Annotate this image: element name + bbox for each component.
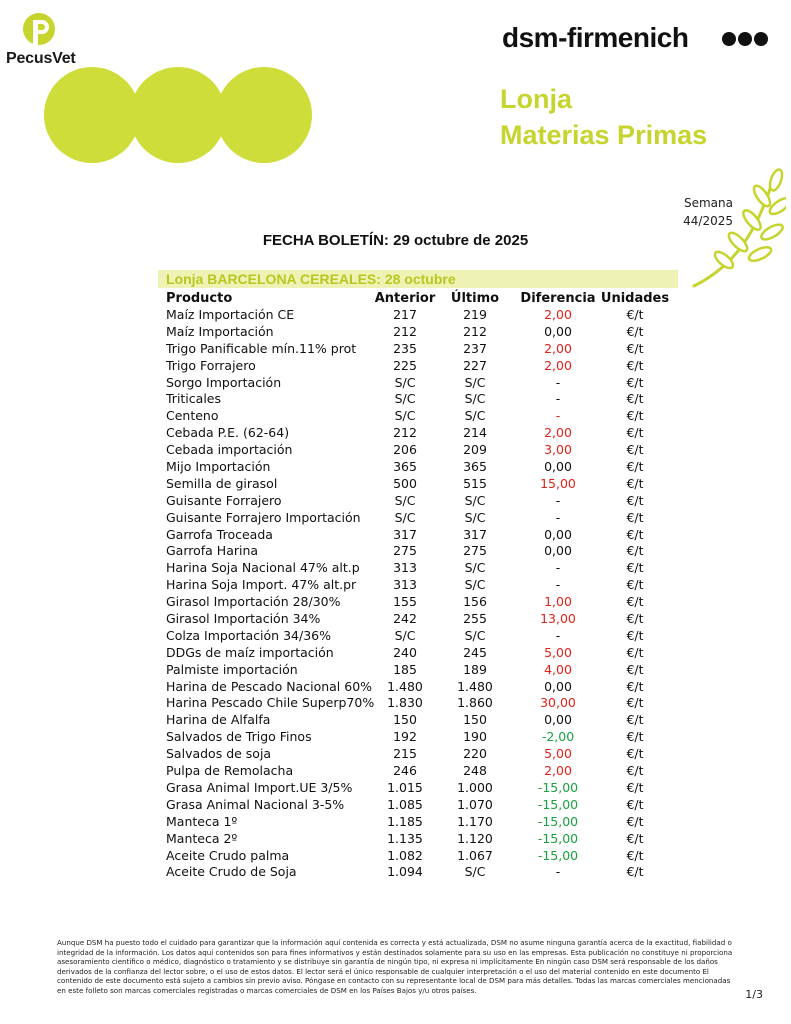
cell-ultimo: 245 — [463, 644, 487, 660]
cell-anterior: 212 — [393, 323, 417, 339]
cell-producto: Manteca 1º — [166, 813, 238, 829]
cell-unidades: €/t — [626, 509, 644, 525]
cell-ultimo: 1.120 — [457, 830, 493, 846]
cell-unidades: €/t — [626, 611, 644, 627]
cell-unidades: €/t — [626, 340, 644, 356]
cell-unidades: €/t — [626, 830, 644, 846]
cell-anterior: 215 — [393, 746, 417, 762]
cell-ultimo: 220 — [463, 746, 487, 762]
cell-diferencia: -15,00 — [537, 830, 579, 846]
cell-ultimo: 1.480 — [457, 678, 493, 694]
cell-anterior: S/C — [394, 391, 416, 407]
cell-unidades: €/t — [626, 644, 644, 660]
cell-ultimo: 156 — [463, 594, 487, 610]
cell-unidades: €/t — [626, 847, 644, 863]
cell-producto: Salvados de Trigo Finos — [166, 729, 312, 745]
cell-ultimo: 248 — [463, 763, 487, 779]
cell-producto: Salvados de soja — [166, 746, 272, 762]
cell-producto: Sorgo Importación — [166, 374, 282, 390]
decorative-circle — [44, 67, 140, 163]
cell-ultimo: S/C — [464, 391, 486, 407]
cell-unidades: €/t — [626, 661, 644, 677]
cell-anterior: 1.135 — [387, 830, 423, 846]
cell-diferencia: 15,00 — [540, 475, 576, 491]
cell-diferencia: - — [555, 374, 561, 390]
cell-diferencia: 13,00 — [540, 611, 576, 627]
cell-producto: Garrofa Harina — [166, 543, 259, 559]
cell-ultimo: 1.000 — [457, 779, 493, 795]
cell-producto: Guisante Forrajero Importación — [166, 509, 361, 525]
cell-anterior: 313 — [393, 577, 417, 593]
cell-ultimo: 1.170 — [457, 813, 493, 829]
cell-anterior: 225 — [393, 357, 417, 373]
cell-diferencia: -15,00 — [537, 796, 579, 812]
cell-ultimo: S/C — [464, 577, 486, 593]
cell-ultimo: 515 — [463, 475, 487, 491]
cell-diferencia: - — [555, 408, 561, 424]
cell-anterior: 240 — [393, 644, 417, 660]
cell-producto: Semilla de girasol — [166, 475, 278, 491]
cell-producto: Girasol Importación 28/30% — [166, 594, 341, 610]
cell-producto: Trigo Panificable mín.11% prot — [166, 340, 357, 356]
cell-ultimo: 209 — [463, 442, 487, 458]
cell-unidades: €/t — [626, 779, 644, 795]
cell-producto: Grasa Animal Nacional 3-5% — [166, 796, 345, 812]
cell-ultimo: 227 — [463, 357, 487, 373]
cell-anterior: 1.094 — [387, 864, 423, 880]
cell-ultimo: 317 — [463, 526, 487, 542]
cell-unidades: €/t — [626, 560, 644, 576]
pecusvet-logo-icon — [22, 12, 56, 50]
cell-unidades: €/t — [626, 813, 644, 829]
cell-unidades: €/t — [626, 307, 644, 322]
cell-anterior: 155 — [393, 594, 417, 610]
cell-anterior: 317 — [393, 526, 417, 542]
cell-ultimo: 189 — [463, 661, 487, 677]
cell-anterior: 212 — [393, 425, 417, 441]
cell-producto: Cebada P.E. (62-64) — [166, 425, 290, 441]
cell-ultimo: 150 — [463, 712, 487, 728]
cell-diferencia: 1,00 — [544, 594, 572, 610]
cell-producto: Aceite Crudo palma — [166, 847, 290, 863]
cell-producto: Harina de Alfalfa — [166, 712, 271, 728]
cell-ultimo: 237 — [463, 340, 487, 356]
pecusvet-name: PecusVet — [6, 50, 76, 67]
cell-unidades: €/t — [626, 425, 644, 441]
cell-ultimo: S/C — [464, 492, 486, 508]
cell-diferencia: 0,00 — [544, 323, 572, 339]
cell-producto: Triticales — [166, 391, 221, 407]
cell-ultimo: S/C — [464, 627, 486, 643]
cell-anterior: 1.085 — [387, 796, 423, 812]
cell-diferencia: 5,00 — [544, 746, 572, 762]
cell-diferencia: 2,00 — [544, 357, 572, 373]
cell-producto: Guisante Forrajero — [166, 492, 282, 508]
cell-diferencia: 0,00 — [544, 459, 572, 475]
cell-producto: Girasol Importación 34% — [166, 611, 321, 627]
cell-unidades: €/t — [626, 594, 644, 610]
cell-diferencia: - — [555, 627, 561, 643]
cell-ultimo: 214 — [463, 425, 487, 441]
cell-diferencia: 0,00 — [544, 543, 572, 559]
cell-anterior: 150 — [393, 712, 417, 728]
cell-anterior: 275 — [393, 543, 417, 559]
cell-anterior: S/C — [394, 509, 416, 525]
cell-producto: Maíz Importación — [166, 323, 274, 339]
cell-ultimo: S/C — [464, 560, 486, 576]
cell-diferencia: 2,00 — [544, 763, 572, 779]
cell-diferencia: -15,00 — [537, 779, 579, 795]
cell-diferencia: 2,00 — [544, 425, 572, 441]
cell-diferencia: 0,00 — [544, 526, 572, 542]
cell-producto: Harina Pescado Chile Superp70% — [166, 695, 375, 711]
cell-anterior: 185 — [393, 661, 417, 677]
cell-ultimo: 1.860 — [457, 695, 493, 711]
cell-producto: Pulpa de Remolacha — [166, 763, 294, 779]
cell-anterior: 365 — [393, 459, 417, 475]
disclaimer-text: Aunque DSM ha puesto todo el cuidado para garantizar que la información aquí contenida es correcta y está actualizada, DSM no asume ninguna garantía acerca de la exactitud, fiabilidad o integridad de la información. Los datos aquí contenidos son para fines informativos y están destinados solamente para su uso en las empresas. Esta publicación no constituye ni proporciona asesoramiento científico o médico, diagnóstico o tratamiento y se distribuye sin garantía de ningún tipo, ni expresa ni implícitamente En ningún caso DSM será responsable de los daños derivados de la confianza del lector sobre, o el uso de estos datos. El lector será el único responsable de cualquier interpretación o el uso del material contenido en este documento El contenido de este documento está sujeto a cambios sin previo aviso. Póngase en contacto con su representante local de DSM para más detalles. Todas las marcas comerciales mencionadas en este folleto son marcas comerciales registradas o marcas comerciales de DSM en los Países Bajos y/u otros países. — [57, 938, 733, 995]
column-header-unidades: Unidades — [600, 291, 670, 306]
cell-unidades: €/t — [626, 577, 644, 593]
cell-diferencia: -15,00 — [537, 813, 579, 829]
cell-diferencia: - — [555, 560, 561, 576]
cell-ultimo: S/C — [464, 509, 486, 525]
cell-producto: Palmiste importación — [166, 661, 298, 677]
cell-ultimo: 212 — [463, 323, 487, 339]
cell-producto: Garrofa Troceada — [166, 526, 273, 542]
cell-ultimo: 219 — [463, 307, 487, 322]
cell-anterior: 313 — [393, 560, 417, 576]
cell-producto: Harina Soja Nacional 47% alt.p — [166, 560, 360, 576]
cell-producto: Colza Importación 34/36% — [166, 627, 331, 643]
cell-anterior: 1.480 — [387, 678, 423, 694]
cell-unidades: €/t — [626, 408, 644, 424]
page-number: 1/3 — [745, 988, 763, 1001]
cell-unidades: €/t — [626, 695, 644, 711]
cell-anterior: 500 — [393, 475, 417, 491]
cell-producto: Harina Soja Import. 47% alt.pr — [166, 577, 357, 593]
cell-ultimo: 255 — [463, 611, 487, 627]
cell-unidades: €/t — [626, 712, 644, 728]
cell-producto: Cebada importación — [166, 442, 293, 458]
cell-producto: Trigo Forrajero — [166, 357, 256, 373]
cell-anterior: 1.185 — [387, 813, 423, 829]
cell-unidades: €/t — [626, 864, 644, 880]
cell-anterior: S/C — [394, 374, 416, 390]
cell-anterior: 206 — [393, 442, 417, 458]
cell-diferencia: 3,00 — [544, 442, 572, 458]
column-header-producto: Producto — [166, 291, 233, 306]
page-title-materias: Materias Primas — [500, 120, 708, 150]
dsm-firmenich-logo: dsm-firmenich — [502, 22, 689, 53]
cell-unidades: €/t — [626, 374, 644, 390]
page-title-lonja: Lonja — [500, 84, 572, 114]
cell-anterior: 235 — [393, 340, 417, 356]
cell-unidades: €/t — [626, 796, 644, 812]
cell-diferencia: - — [555, 577, 561, 593]
cell-unidades: €/t — [626, 323, 644, 339]
cell-diferencia: 0,00 — [544, 712, 572, 728]
cell-anterior: 217 — [393, 307, 417, 322]
cell-producto: Aceite Crudo de Soja — [166, 864, 297, 880]
semana-value: 44/2025 — [683, 214, 733, 228]
cell-anterior: 1.015 — [387, 779, 423, 795]
cell-producto: Centeno — [166, 408, 219, 424]
cell-unidades: €/t — [626, 526, 644, 542]
decorative-circle — [130, 67, 226, 163]
dsm-dots-icon — [722, 32, 772, 50]
cell-diferencia: 4,00 — [544, 661, 572, 677]
cell-diferencia: -15,00 — [537, 847, 579, 863]
cell-unidades: €/t — [626, 475, 644, 491]
cell-anterior: S/C — [394, 492, 416, 508]
semana-label — [683, 194, 733, 230]
cell-diferencia: 2,00 — [544, 340, 572, 356]
cell-unidades: €/t — [626, 543, 644, 559]
cell-producto: Manteca 2º — [166, 830, 238, 846]
cell-anterior: 1.830 — [387, 695, 423, 711]
cell-ultimo: 275 — [463, 543, 487, 559]
column-header-ultimo: Último — [450, 291, 500, 306]
cell-anterior: 1.082 — [387, 847, 423, 863]
cell-ultimo: S/C — [464, 374, 486, 390]
cell-unidades: €/t — [626, 492, 644, 508]
cell-producto: Mijo Importación — [166, 459, 271, 475]
cell-ultimo: S/C — [464, 864, 486, 880]
fecha-boletin: FECHA BOLETÍN: 29 octubre de 2025 — [262, 232, 529, 249]
cell-unidades: €/t — [626, 763, 644, 779]
cell-unidades: €/t — [626, 391, 644, 407]
cell-unidades: €/t — [626, 442, 644, 458]
cell-unidades: €/t — [626, 746, 644, 762]
cell-anterior: S/C — [394, 408, 416, 424]
cell-ultimo: 365 — [463, 459, 487, 475]
cell-diferencia: - — [555, 864, 561, 880]
column-header-diferencia: Diferencia — [520, 291, 596, 306]
cell-diferencia: 5,00 — [544, 644, 572, 660]
section-title: Lonja BARCELONA CEREALES: 28 octubre — [166, 271, 456, 287]
cell-ultimo: 1.067 — [457, 847, 493, 863]
cell-diferencia: - — [555, 509, 561, 525]
cell-producto: Harina de Pescado Nacional 60% — [166, 678, 373, 694]
cell-ultimo: S/C — [464, 408, 486, 424]
cell-diferencia: - — [555, 391, 561, 407]
cell-unidades: €/t — [626, 459, 644, 475]
decorative-circle — [216, 67, 312, 163]
cell-anterior: S/C — [394, 627, 416, 643]
cell-diferencia: - — [555, 492, 561, 508]
cell-diferencia: 0,00 — [544, 678, 572, 694]
cell-anterior: 192 — [393, 729, 417, 745]
cell-unidades: €/t — [626, 627, 644, 643]
cell-ultimo: 1.070 — [457, 796, 493, 812]
cell-unidades: €/t — [626, 678, 644, 694]
cell-anterior: 246 — [393, 763, 417, 779]
cell-diferencia: -2,00 — [541, 729, 575, 745]
cell-unidades: €/t — [626, 729, 644, 745]
cell-producto: Grasa Animal Import.UE 3/5% — [166, 779, 353, 795]
column-header-anterior: Anterior — [374, 291, 436, 306]
cell-diferencia: 30,00 — [540, 695, 576, 711]
semana-title: Semana — [683, 196, 733, 210]
cell-ultimo: 190 — [463, 729, 487, 745]
cell-producto: DDGs de maíz importación — [166, 644, 334, 660]
cell-anterior: 242 — [393, 611, 417, 627]
cell-producto: Maíz Importación CE — [166, 307, 295, 322]
cell-unidades: €/t — [626, 357, 644, 373]
cell-diferencia: 2,00 — [544, 307, 572, 322]
